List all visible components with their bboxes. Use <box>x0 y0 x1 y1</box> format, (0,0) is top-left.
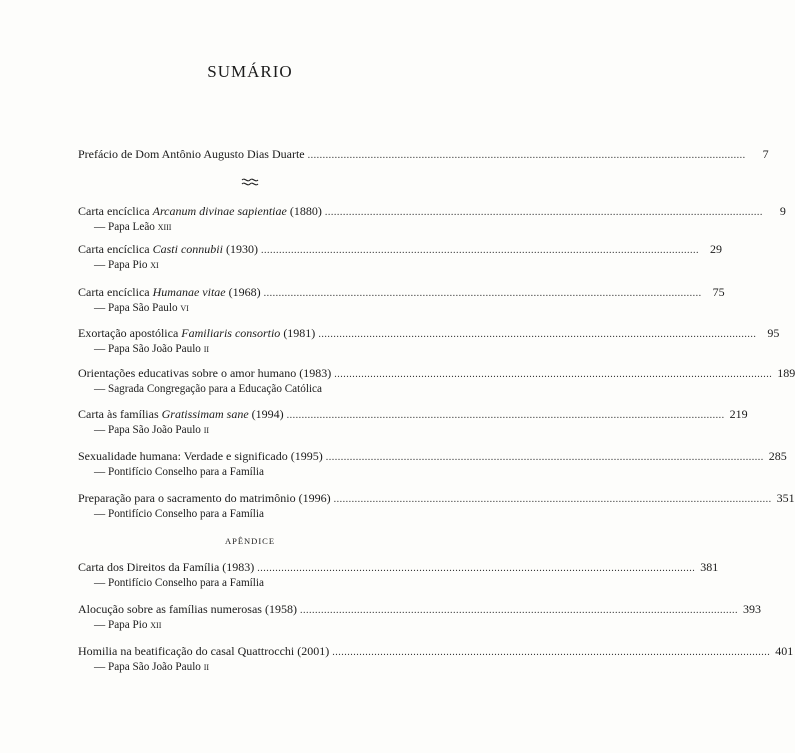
dot-leader: .................................................................................................................................................. <box>318 329 757 340</box>
toc-entry[interactable] <box>78 644 794 675</box>
entry-title: Carta encíclica Arcanum divinae sapientiae (1880) <box>78 204 322 218</box>
entry-title: Carta dos Direitos da Família (1983) <box>78 560 255 574</box>
entry-title: Carta encíclica Humanae vitae (1968) <box>78 285 261 299</box>
entry-author: — Papa São Paulo vi <box>94 302 189 314</box>
entry-title: Orientações educativas sobre o amor humano (1983) <box>78 366 332 380</box>
entry-author: — Papa São João Paulo ii <box>94 661 210 673</box>
entry-title: Carta encíclica Casti connubii (1930) <box>78 242 258 256</box>
toc-entry[interactable] <box>78 242 722 273</box>
ornament-divider <box>0 174 500 192</box>
dot-leader: .................................................................................................................................................. <box>334 369 773 380</box>
entry-author: — Papa São João Paulo ii <box>94 343 210 355</box>
entry-author: — Papa Leão xiii <box>94 221 172 233</box>
page-number: 29 <box>709 242 722 256</box>
dot-leader: .................................................................................................................................................. <box>332 647 771 658</box>
page-number: 75 <box>712 285 725 299</box>
entry-author: — Pontifício Conselho para a Família <box>94 466 264 478</box>
page-number: 9 <box>779 204 786 218</box>
toc-entry[interactable] <box>78 285 725 316</box>
page-number: 393 <box>742 602 761 616</box>
toc-entry-preface[interactable] <box>78 147 769 163</box>
toc-entry[interactable] <box>78 407 748 438</box>
page-number: 95 <box>767 326 780 340</box>
page-number: 219 <box>729 407 748 421</box>
dot-leader: .................................................................................................................................................. <box>260 245 699 256</box>
entry-author: — Papa Pio xii <box>94 619 162 631</box>
toc-entry[interactable] <box>78 560 719 591</box>
page-title: SUMÁRIO <box>207 62 293 81</box>
dot-leader: .................................................................................................................................................. <box>286 410 725 421</box>
dot-leader: .................................................................................................................................................. <box>257 563 696 574</box>
toc-entry[interactable] <box>78 491 795 522</box>
page-number: 351 <box>776 491 795 505</box>
entry-author: — Sagrada Congregação para a Educação Católica <box>94 383 322 395</box>
toc-entry[interactable] <box>78 204 786 235</box>
dot-leader: .................................................................................................................................................. <box>299 605 738 616</box>
dot-leader: .................................................................................................................................................. <box>333 494 772 505</box>
entry-author: — Papa Pio xi <box>94 259 159 271</box>
toc-entry[interactable] <box>78 449 787 480</box>
page-number: 381 <box>700 560 719 574</box>
entry-title: Carta às famílias Gratissimam sane (1994) <box>78 407 284 421</box>
page-number: 189 <box>777 366 795 380</box>
toc-entry[interactable] <box>78 602 761 633</box>
dot-leader: .................................................................................................................................................. <box>263 288 702 299</box>
entry-author: — Pontifício Conselho para a Família <box>94 508 264 520</box>
dot-leader: .................................................................................................................................................. <box>324 207 763 218</box>
page-number: 7 <box>762 147 769 161</box>
toc-entry[interactable] <box>78 366 795 397</box>
dot-leader: .................................................................................................................................................. <box>325 452 764 463</box>
flourish-icon <box>241 177 259 187</box>
appendix-heading: APÊNDICE <box>224 536 276 546</box>
toc-entry[interactable] <box>78 326 780 357</box>
entry-title: Preparação para o sacramento do matrimônio (1996) <box>78 491 331 505</box>
entry-title: Alocução sobre as famílias numerosas (1958) <box>78 602 297 616</box>
entry-title: Homilia na beatificação do casal Quattrocchi (2001) <box>78 644 330 658</box>
entry-author: — Pontifício Conselho para a Família <box>94 577 264 589</box>
entry-author: — Papa São João Paulo ii <box>94 424 210 436</box>
entry-title: Exortação apostólica Familiaris consortio (1981) <box>78 326 316 340</box>
entry-title: Prefácio de Dom Antônio Augusto Dias Duarte <box>78 147 305 161</box>
page-number: 285 <box>768 449 787 463</box>
page-number: 401 <box>775 644 794 658</box>
dot-leader: .................................................................................................................................................. <box>307 150 746 161</box>
entry-title: Sexualidade humana: Verdade e significado (1995) <box>78 449 323 463</box>
